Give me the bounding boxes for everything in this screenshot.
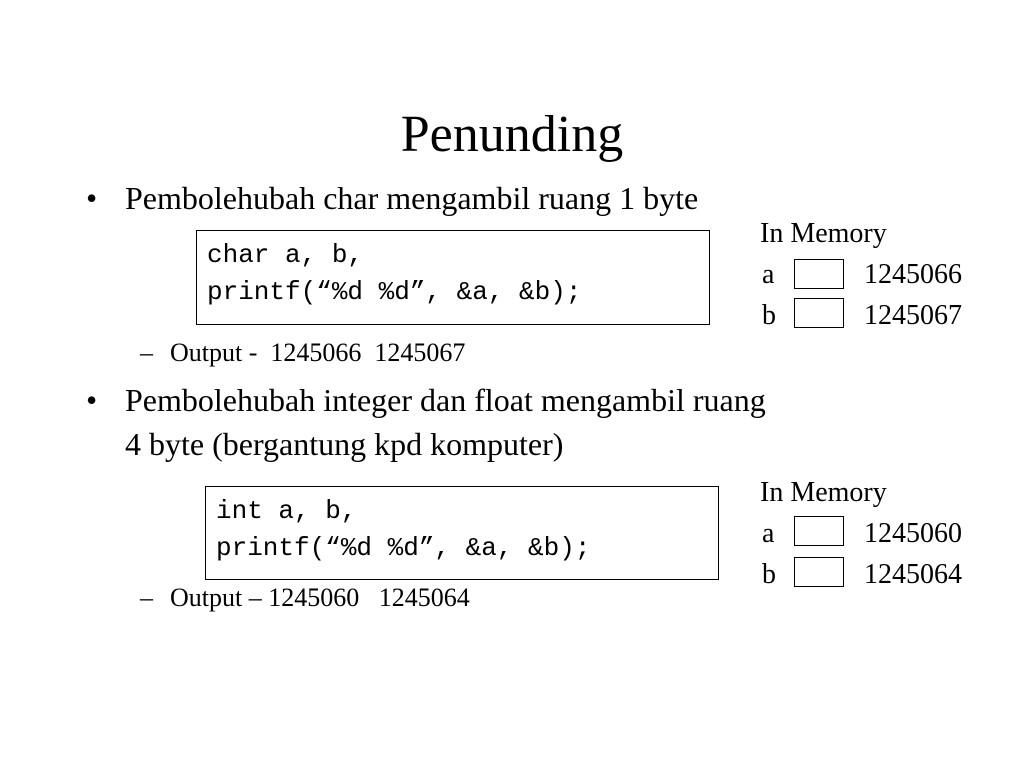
- code-box-char: [196, 230, 710, 325]
- memory-var: a: [762, 518, 775, 549]
- memory-cell: [794, 557, 844, 587]
- memory-var: b: [762, 559, 776, 590]
- memory-cell: [794, 259, 844, 289]
- code-line: char a, b,: [207, 240, 364, 270]
- slide-title: Penunding: [400, 106, 624, 163]
- memory-title: In Memory: [760, 477, 887, 508]
- bullet-text-char: Pembolehubah char mengambil ruang 1 byte: [125, 180, 699, 216]
- bullet-marker: •: [86, 382, 98, 418]
- memory-var: b: [762, 300, 776, 331]
- bullet-text-int-line1: Pembolehubah integer dan float mengambil ruang: [125, 382, 766, 418]
- sub-bullet-marker: –: [140, 583, 153, 612]
- output-text-char: Output - 1245066 1245067: [170, 338, 466, 367]
- memory-cell: [794, 516, 844, 546]
- memory-address: 1245064: [864, 559, 962, 590]
- memory-address: 1245067: [864, 300, 962, 331]
- code-box-int: [205, 486, 719, 580]
- sub-bullet-marker: –: [140, 338, 153, 367]
- memory-address: 1245066: [864, 259, 962, 290]
- memory-address: 1245060: [864, 518, 962, 549]
- memory-cell: [794, 298, 844, 328]
- bullet-text-int-line2: 4 byte (bergantung kpd komputer): [125, 426, 564, 462]
- code-line: printf(“%d %d”, &a, &b);: [216, 533, 591, 563]
- bullet-marker: •: [86, 180, 98, 216]
- memory-title: In Memory: [760, 218, 887, 249]
- code-line: int a, b,: [216, 496, 357, 526]
- memory-var: a: [762, 259, 775, 290]
- output-text-int: Output – 1245060 1245064: [170, 583, 470, 612]
- code-line: printf(“%d %d”, &a, &b);: [207, 277, 582, 307]
